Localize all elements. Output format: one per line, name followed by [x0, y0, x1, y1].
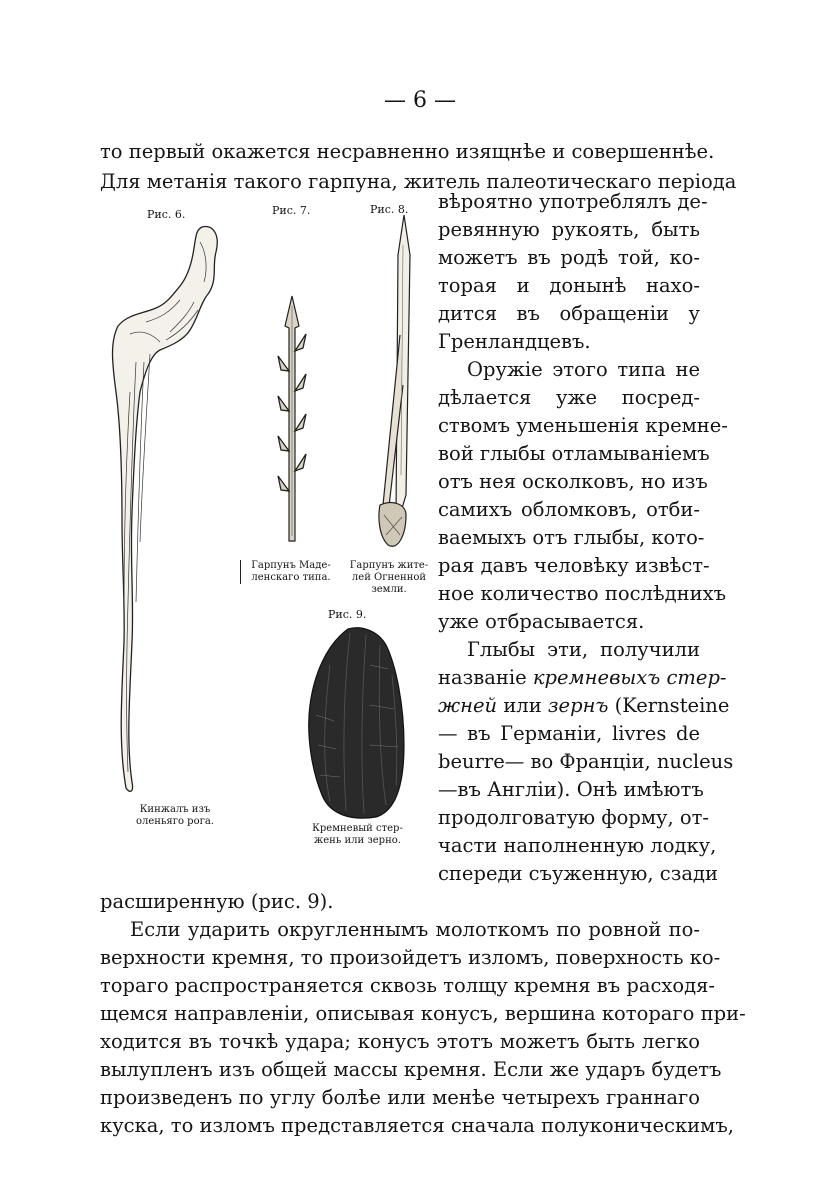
text-line: ное количество послѣднихъ [438, 582, 727, 605]
caption-line: жень или зерно. [314, 835, 401, 846]
text-line: Гренландцевъ. [438, 330, 591, 353]
text-line: расширенную (рис. 9). [100, 890, 334, 913]
text-line: можетъ въ родѣ той, ко- [438, 246, 700, 269]
text-span: или [503, 694, 542, 717]
text-line: куска, то изломъ представляется сначала полуконическимъ, [100, 1114, 734, 1137]
text-line: Для метанія такого гарпуна, житель палеотическаго періода [100, 170, 737, 193]
text-line: Оружіе этого типа не [467, 358, 700, 381]
fig8-label: Рис. 8. [370, 203, 409, 216]
text-line: ствомъ уменьшенія кремне- [438, 414, 728, 437]
text-line: —въ Англіи). Онѣ имѣютъ [438, 778, 704, 801]
text-line: верхности кремня, то произойдетъ изломъ, поверхность ко- [100, 946, 721, 969]
text-line: вой глыбы отламываніемъ [438, 442, 710, 465]
text-span: названіе [438, 666, 527, 689]
text-line: тораго распространяется сквозь толщу кремня въ расходя- [100, 974, 716, 997]
text-line: торая и донынѣ нахо- [438, 274, 700, 297]
caption-line: Гарпунъ Маде- [251, 560, 331, 571]
text-line: рая давъ человѣку извѣст- [438, 554, 710, 577]
caption-line: Гарпунъ жите- [349, 560, 429, 571]
fig9-caption [300, 823, 415, 847]
harpoon-magdalenian-illustration [268, 296, 318, 546]
text-line: дится въ обращеніи у [438, 302, 700, 325]
caption-line: Кремневый стер- [312, 823, 403, 834]
text-line: продолговатую форму, от- [438, 806, 709, 829]
text-line: уже отбрасывается. [438, 610, 645, 633]
text-line: дѣлается уже посред- [438, 386, 700, 409]
page-number: — 6 — [384, 88, 456, 113]
caption-line: оленьяго рога. [136, 816, 214, 827]
text-line: части наполненную лодку, [438, 834, 717, 857]
text-line: отъ нея осколковъ, но изъ [438, 470, 708, 493]
caption-line: земли. [371, 584, 407, 595]
text-line: то первый окажется несравненно изящнѣе и совершеннѣе. [100, 140, 715, 163]
text-line: вылупленъ изъ общей массы кремня. Если же ударъ будетъ [100, 1058, 722, 1081]
harpoon-fuegian-illustration [370, 215, 430, 555]
fig7-label: Рис. 7. [272, 204, 311, 217]
text-line: Если ударить округленнымъ молоткомъ по ровной по- [130, 918, 700, 941]
fig7-caption [240, 560, 341, 584]
fig8-caption [344, 560, 434, 596]
text-span: (Kernsteine [614, 694, 730, 717]
flint-core-illustration [300, 625, 410, 820]
text-line: ваемыхъ отъ глыбы, кото- [438, 526, 705, 549]
fig6-label: Рис. 6. [147, 208, 186, 221]
fig9-label: Рис. 9. [328, 608, 367, 621]
text-line: ревянную рукоять, быть [438, 218, 700, 241]
text-line: ходится въ точкѣ удара; конусъ этотъ можетъ быть легко [100, 1030, 700, 1053]
text-line: спереди съуженную, сзади [438, 862, 718, 885]
text-line: beurre— во Франціи, nucleus [438, 750, 734, 773]
text-line: — въ Германіи, livres de [438, 722, 700, 745]
text-line: вѣроятно употреблялъ де- [438, 190, 708, 213]
text-line: щемся направленіи, описывая конусъ, вершина котораго при- [100, 1002, 746, 1025]
italic-term: жней [438, 694, 498, 717]
text-line: произведенъ по углу болѣе или менѣе четырехъ граннаго [100, 1086, 700, 1109]
text-line-with-terms [438, 666, 727, 690]
text-line-with-terms [438, 694, 730, 718]
text-line: Глыбы эти, получили [467, 638, 700, 661]
italic-term: зернъ [547, 694, 609, 717]
caption-line: лей Огненной [351, 572, 427, 583]
caption-line: Кинжалъ изъ [139, 804, 211, 815]
italic-term: кремневыхъ стер- [532, 666, 727, 689]
fig6-caption [120, 804, 230, 828]
text-line: самихъ обломковъ, отби- [438, 498, 700, 521]
antler-dagger-illustration [110, 222, 230, 797]
caption-line: ленскаго типа. [251, 572, 331, 583]
